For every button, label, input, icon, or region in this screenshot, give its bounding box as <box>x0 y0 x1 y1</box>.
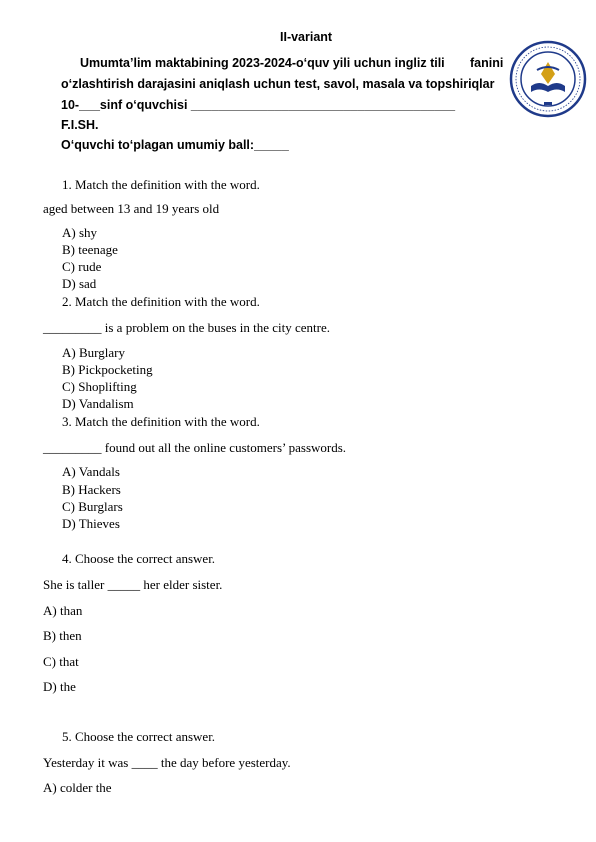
question-5-stem: Yesterday it was ____ the day before yesterday. <box>43 755 291 770</box>
question-5-option-a: A) colder the <box>43 780 112 795</box>
question-4-option-c: C) that <box>43 654 79 669</box>
question-3-option-d: D) Thieves <box>62 516 120 531</box>
student-class-line: 10-___sinf o‘quvchisi ______________________________________ <box>61 98 456 112</box>
question-1-option-d: D) sad <box>62 276 97 291</box>
student-name-label: F.I.SH. <box>61 118 99 132</box>
school-emblem-icon <box>509 40 587 118</box>
question-2-option-a: A) Burglary <box>62 345 125 360</box>
question-5-prompt: 5. Choose the correct answer. <box>62 729 216 744</box>
header-line-2: o‘zlashtirish darajasini aniqlash uchun test, savol, masala va topshiriqlar <box>61 77 495 91</box>
question-2-option-c: C) Shoplifting <box>62 379 137 394</box>
question-1-option-b: B) teenage <box>62 242 118 257</box>
question-2-stem: _________ is a problem on the buses in the city centre. <box>43 320 331 335</box>
question-3-stem: _________ found out all the online customers’ passwords. <box>43 440 347 455</box>
question-2-option-b: B) Pickpocketing <box>62 362 153 377</box>
question-3-option-c: C) Burglars <box>62 499 123 514</box>
question-2-option-d: D) Vandalism <box>62 396 134 411</box>
question-3-option-a: A) Vandals <box>62 464 120 479</box>
question-1-stem: aged between 13 and 19 years old <box>43 201 220 216</box>
question-4-option-a: A) than <box>43 603 83 618</box>
question-1-prompt: 1. Match the definition with the word. <box>62 177 260 192</box>
header-line-1-end: fanini <box>470 56 504 70</box>
question-3-prompt: 3. Match the definition with the word. <box>62 414 260 429</box>
question-3-option-b: B) Hackers <box>62 482 121 497</box>
question-4-stem: She is taller _____ her elder sister. <box>43 577 223 592</box>
question-1-option-a: A) shy <box>62 225 98 240</box>
question-4-option-d: D) the <box>43 679 76 694</box>
header-line-1: Umumta’lim maktabining 2023-2024-o‘quv yili uchun ingliz tili <box>80 56 445 70</box>
question-1-option-c: C) rude <box>62 259 102 274</box>
variant-title: II-variant <box>280 30 333 44</box>
question-4-prompt: 4. Choose the correct answer. <box>62 551 216 566</box>
score-line: O‘quvchi to‘plagan umumiy ball:_____ <box>61 138 289 152</box>
question-2-prompt: 2. Match the definition with the word. <box>62 294 260 309</box>
question-4-option-b: B) then <box>43 628 82 643</box>
